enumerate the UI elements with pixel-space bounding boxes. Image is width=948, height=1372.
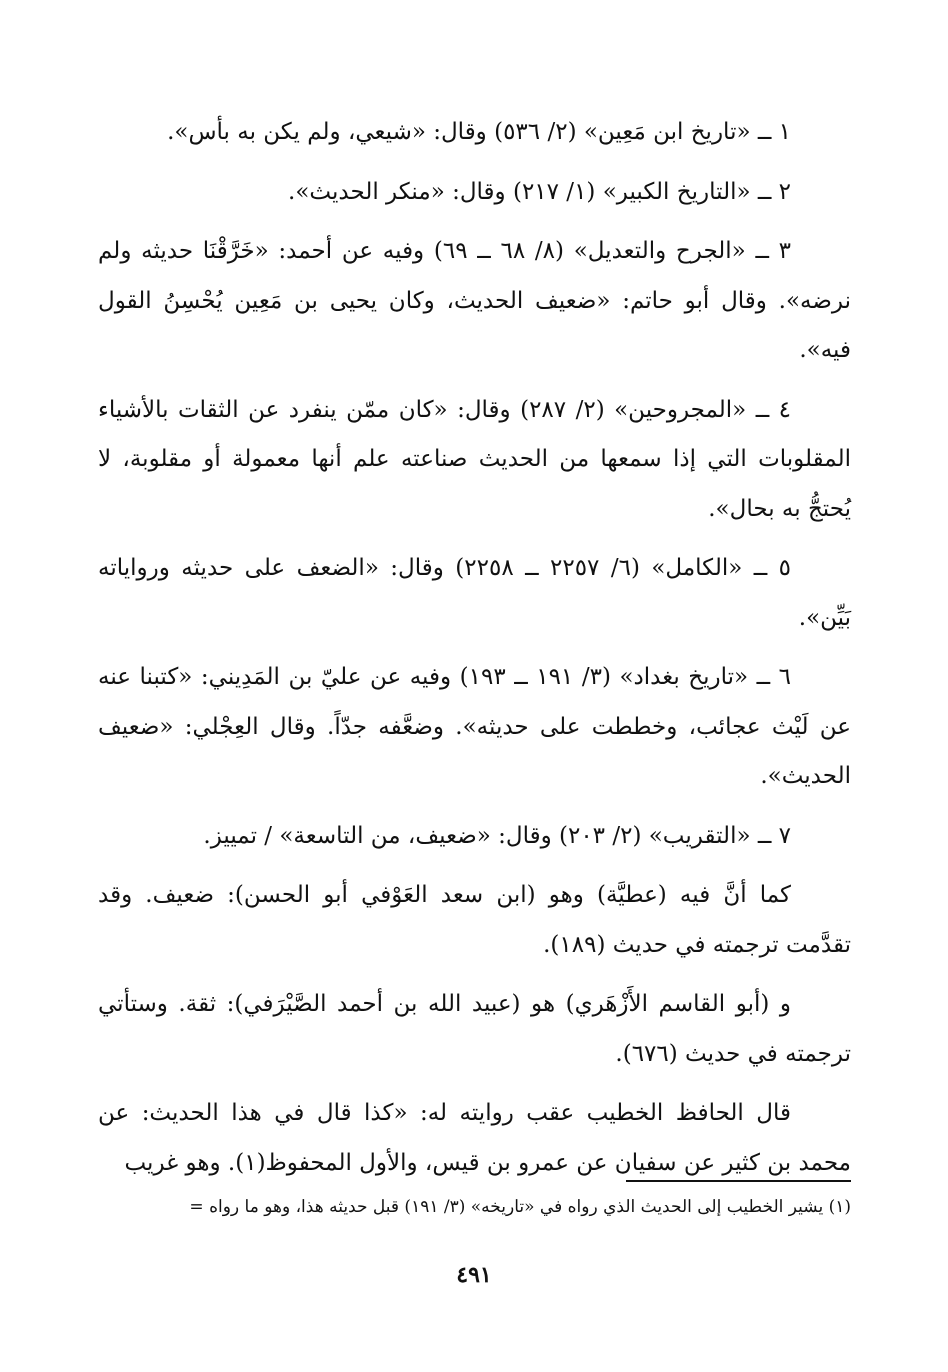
- footnote-divider: [626, 1180, 851, 1182]
- citation-4: ٤ ــ «المجروحين» (٢/ ٢٨٧) وقال: «كان ممّن ينفرد عن الثقات بالأشياء المقلوبات التي إذا سمعها من الحديث صناعته علم أنها معمولة أو مقلوبة، لا يُحتجُّ به بحال».: [98, 396, 851, 522]
- citation-2: ٢ ــ «التاريخ الكبير» (١/ ٢١٧) وقال: «منكر الحديث».: [288, 178, 791, 205]
- citation-5: ٥ ــ «الكامل» (٦/ ٢٢٥٧ ــ ٢٢٥٨) وقال: «الضعف على حديثه ورواياته بَيِّن».: [98, 555, 851, 631]
- khatib-quote: قال الحافظ الخطيب عقب روايته له: «كذا قال في هذا الحديث: عن محمد بن كثير عن سفيان عن عمرو بن قيس، والأول المحفوظ(١). وهو غريب: [98, 1100, 851, 1176]
- citation-3: ٣ ــ «الجرح والتعديل» (٨/ ٦٨ ــ ٦٩) وفيه عن أحمد: «خَرَّقْنَا حديثه ولم نرضه». وقال أبو حاتم: «ضعيف الحديث، وكان يحيى بن مَعِين يُحْسِنُ القول فيه».: [98, 238, 851, 363]
- main-text: [98, 108, 851, 1198]
- page-number: ٤٩١: [456, 1262, 492, 1288]
- note-atiyya: كما أنَّ فيه (عطيَّة) وهو (ابن سعد العَوْفي أبو الحسن): ضعيف. وقد تقدَّمت ترجمته في حديث (١٨٩).: [98, 882, 851, 958]
- citation-1: ١ ــ «تاريخ ابن مَعِين» (٢/ ٥٣٦) وقال: «شيعي، ولم يكن به بأس».: [167, 119, 791, 145]
- citation-6: ٦ ــ «تاريخ بغداد» (٣/ ١٩١ ــ ١٩٣) وفيه عن عليّ بن المَدِيني: «كتبنا عنه عن لَيْث عجائب، وخططت على حديثه». وضعَّفه جدّاً. وقال العِجْلي: «ضعيف الحديث».: [98, 664, 851, 789]
- citation-7: ٧ ــ «التقريب» (٢/ ٢٠٣) وقال: «ضعيف، من التاسعة» / تمييز.: [203, 822, 791, 849]
- note-azhari: و (أبو القاسم الأَزْهَري) هو (عبيد الله بن أحمد الصَّيْرَفي): ثقة. وستأتي ترجمته في حديث (٦٧٦).: [98, 991, 851, 1067]
- footnote: (١) يشير الخطيب إلى الحديث الذي رواه في «تاريخه» (٣/ ١٩١) قبل حديثه هذا، وهو ما رواه =: [189, 1197, 851, 1217]
